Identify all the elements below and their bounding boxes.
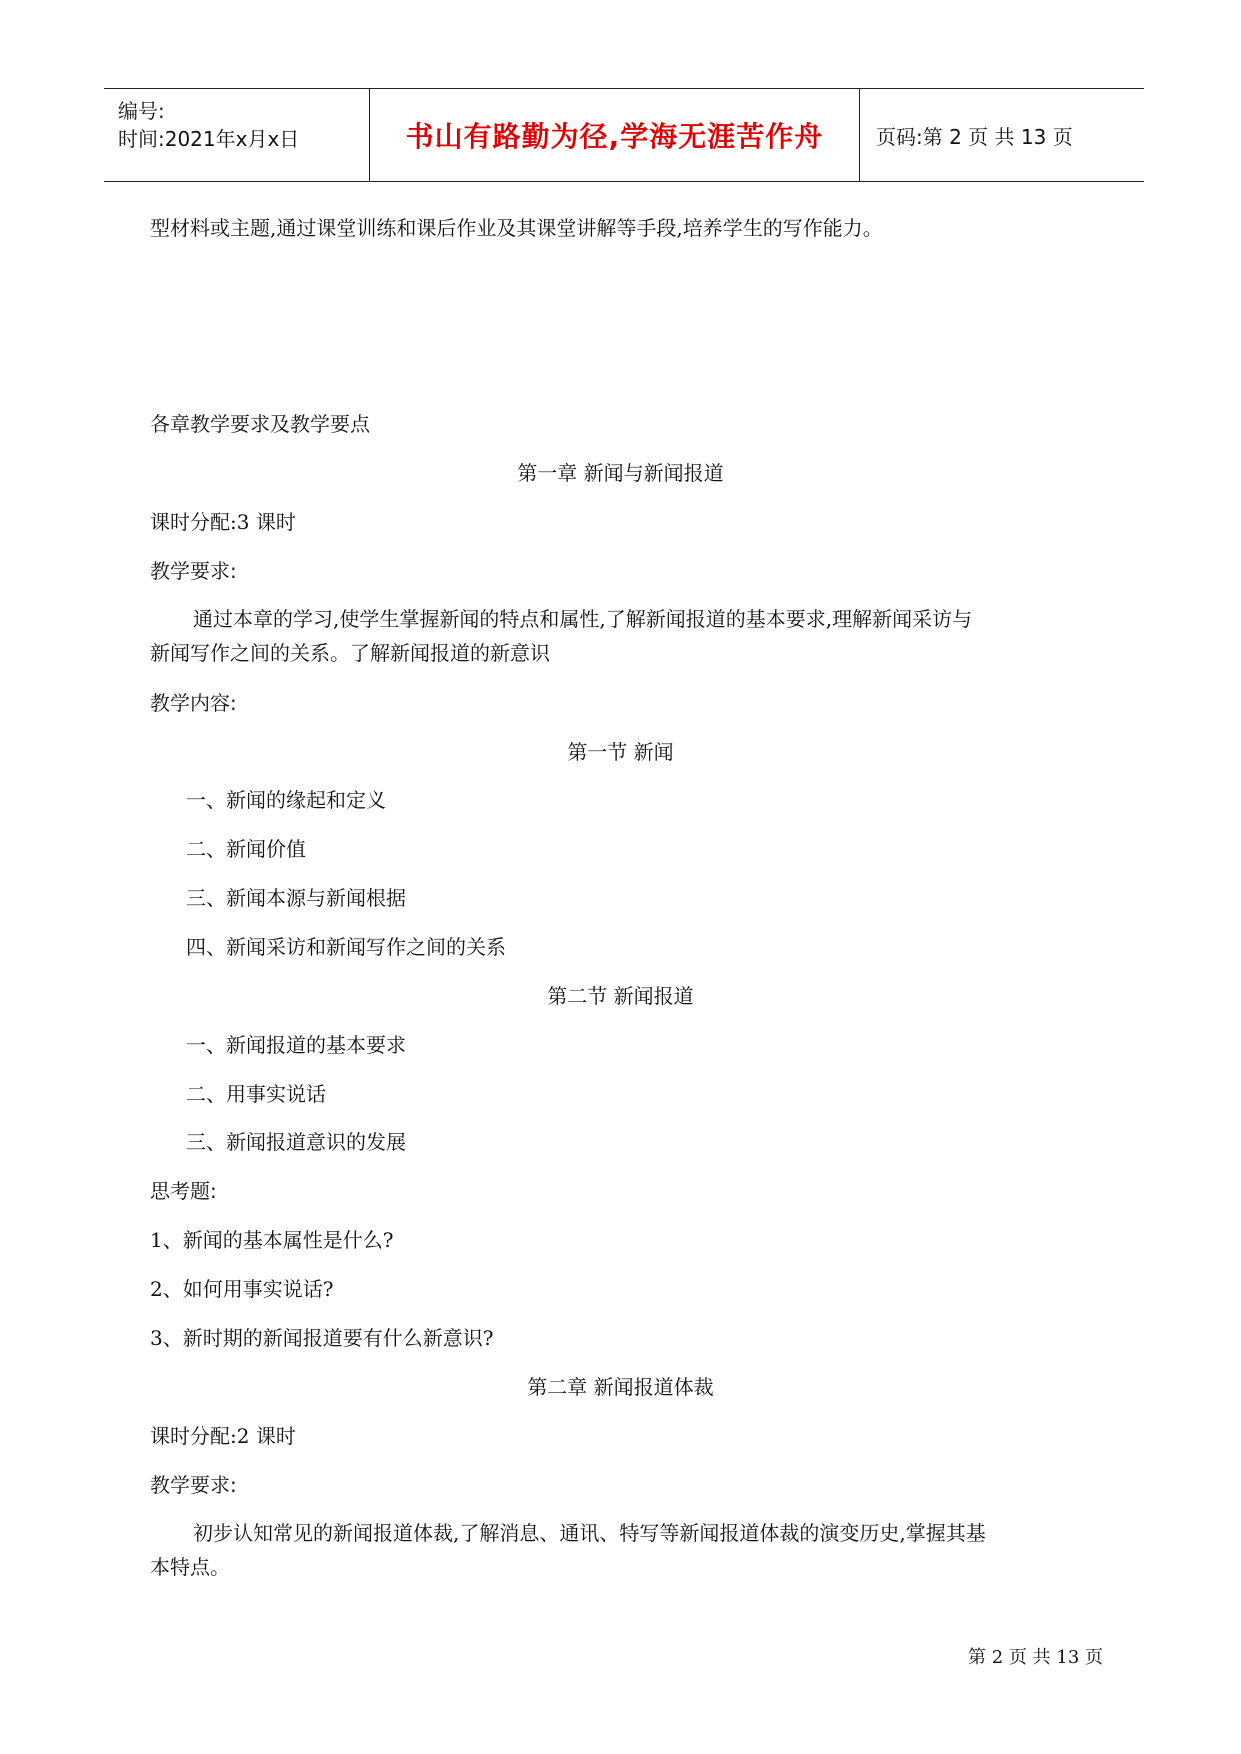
section2-item: 一、新闻报道的基本要求 <box>186 1033 406 1057</box>
section1-item: 一、新闻的缘起和定义 <box>186 788 386 812</box>
chapter1-req-label: 教学要求: <box>150 559 237 583</box>
chapter1-content-label: 教学内容: <box>150 691 237 715</box>
chapter2-req-label: 教学要求: <box>150 1473 237 1497</box>
chapter2-hours: 课时分配:2 课时 <box>150 1424 296 1448</box>
questions-label: 思考题: <box>150 1179 217 1203</box>
header-mid-cell <box>370 89 860 181</box>
chapter1-req-line2: 新闻写作之间的关系。了解新闻报道的新意识 <box>150 641 550 665</box>
section1-title: 第一节 新闻 <box>567 740 674 764</box>
chapter1-req-line1: 通过本章的学习,使学生掌握新闻的特点和属性,了解新闻报道的基本要求,理解新闻采访与 <box>193 607 973 631</box>
section-heading: 各章教学要求及教学要点 <box>150 412 370 436</box>
footer-page-number: 第 2 页 共 13 页 <box>968 1647 1103 1668</box>
page-code: 页码:第 2 页 共 13 页 <box>876 124 1073 149</box>
section2-item: 三、新闻报道意识的发展 <box>186 1130 406 1154</box>
code-label: 编号: <box>118 99 165 123</box>
header-right-cell <box>860 89 1144 181</box>
header-table <box>104 88 1144 182</box>
time-label: 时间:2021年x月x日 <box>118 127 300 151</box>
section2-title: 第二节 新闻报道 <box>547 984 694 1008</box>
chapter2-title: 第二章 新闻报道体裁 <box>527 1375 714 1399</box>
chapter1-hours: 课时分配:3 课时 <box>150 510 296 534</box>
section1-item: 二、新闻价值 <box>186 837 306 861</box>
chapter2-req-line2: 本特点。 <box>150 1555 230 1579</box>
intro-line: 型材料或主题,通过课堂训练和课后作业及其课堂讲解等手段,培养学生的写作能力。 <box>150 216 883 240</box>
header-left-cell <box>104 89 370 181</box>
chapter1-title: 第一章 新闻与新闻报道 <box>517 461 724 485</box>
section1-item: 四、新闻采访和新闻写作之间的关系 <box>186 935 506 959</box>
question-item: 3、新时期的新闻报道要有什么新意识? <box>150 1326 494 1350</box>
question-item: 2、如何用事实说话? <box>150 1277 334 1301</box>
section2-item: 二、用事实说话 <box>186 1082 326 1106</box>
section1-item: 三、新闻本源与新闻根据 <box>186 886 406 910</box>
motto: 书山有路勤为径,学海无涯苦作舟 <box>405 120 824 153</box>
question-item: 1、新闻的基本属性是什么? <box>150 1228 394 1252</box>
chapter2-req-line1: 初步认知常见的新闻报道体裁,了解消息、通讯、特写等新闻报道体裁的演变历史,掌握其基 <box>193 1521 986 1545</box>
